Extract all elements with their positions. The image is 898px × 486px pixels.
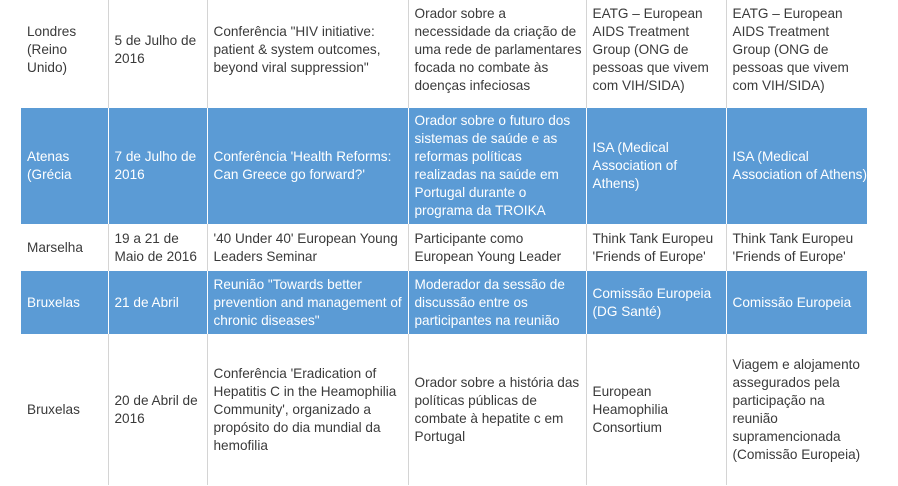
event-cell: Reunião "Towards better prevention and management of chronic diseases" [207, 271, 408, 334]
funding-cell: Think Tank Europeu 'Friends of Europe' [726, 224, 867, 271]
city-cell: Londres (Reino Unido) [21, 0, 108, 108]
funding-cell: ISA (Medical Association of Athens) [726, 108, 867, 224]
role-cell: Moderador da sessão de discussão entre os participantes na reunião [408, 271, 586, 334]
funding-cell: EATG – European AIDS Treatment Group (ONG de pessoas que vivem com VIH/SIDA) [726, 0, 867, 108]
organizer-cell: Comissão Europeia (DG Santé) [586, 271, 726, 334]
table-row [21, 334, 867, 485]
role-cell: Participante como European Young Leader [408, 224, 586, 271]
table-row [21, 224, 867, 271]
organizer-cell: EATG – European AIDS Treatment Group (ONG de pessoas que vivem com VIH/SIDA) [586, 0, 726, 108]
city-cell: Bruxelas [21, 334, 108, 485]
role-cell: Orador sobre a história das políticas públicas de combate à hepatite c em Portugal [408, 334, 586, 485]
date-cell: 7 de Julho de 2016 [108, 108, 207, 224]
event-cell: '40 Under 40' European Young Leaders Seminar [207, 224, 408, 271]
events-table [21, 0, 867, 485]
date-cell: 20 de Abril de 2016 [108, 334, 207, 485]
table-row [21, 271, 867, 334]
organizer-cell: Think Tank Europeu 'Friends of Europe' [586, 224, 726, 271]
funding-cell: Viagem e alojamento assegurados pela participação na reunião supramencionada (Comissão Europeia) [726, 334, 867, 485]
role-cell: Orador sobre o futuro dos sistemas de saúde e as reformas políticas realizadas na saúde em Portugal durante o programa da TROIKA [408, 108, 586, 224]
organizer-cell: European Heamophilia Consortium [586, 334, 726, 485]
city-cell: Marselha [21, 224, 108, 271]
organizer-cell: ISA (Medical Association of Athens) [586, 108, 726, 224]
table-row [21, 108, 867, 224]
event-cell: Conferência 'Health Reforms: Can Greece go forward?' [207, 108, 408, 224]
event-cell: Conferência "HIV initiative: patient & system outcomes, beyond viral suppression" [207, 0, 408, 108]
role-cell: Orador sobre a necessidade da criação de uma rede de parlamentares focada no combate às doenças infeciosas [408, 0, 586, 108]
city-cell: Bruxelas [21, 271, 108, 334]
date-cell: 5 de Julho de 2016 [108, 0, 207, 108]
date-cell: 19 a 21 de Maio de 2016 [108, 224, 207, 271]
date-cell: 21 de Abril [108, 271, 207, 334]
event-cell: Conferência 'Eradication of Hepatitis C in the Heamophilia Community', organizado a propósito do dia mundial da hemofilia [207, 334, 408, 485]
city-cell: Atenas (Grécia [21, 108, 108, 224]
table-row [21, 0, 867, 108]
funding-cell: Comissão Europeia [726, 271, 867, 334]
